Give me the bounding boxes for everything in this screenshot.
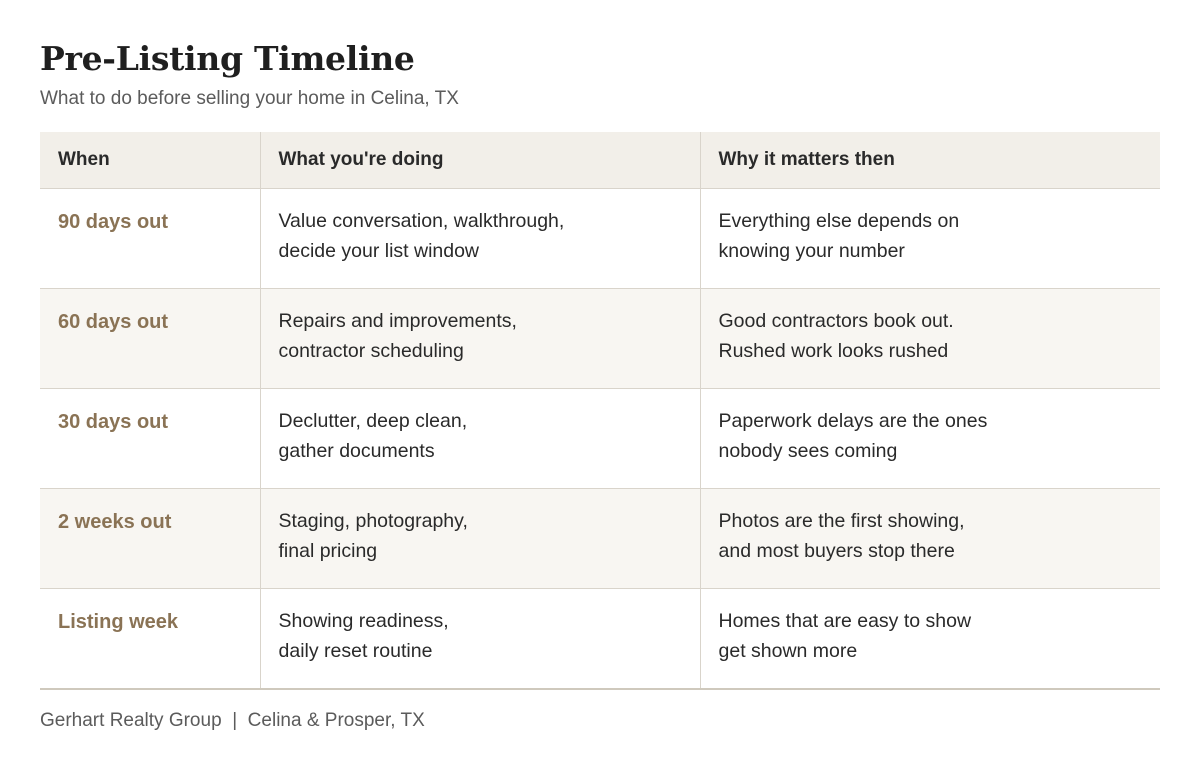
why-line: Everything else depends on xyxy=(718,210,960,232)
why-line: get shown more xyxy=(718,640,858,662)
column-header-why: Why it matters then xyxy=(700,132,1160,189)
why-cell xyxy=(700,589,1160,690)
why-cell xyxy=(700,189,1160,289)
table-row xyxy=(40,289,1160,389)
when-label: 60 days out xyxy=(58,311,169,333)
why-cell xyxy=(700,489,1160,589)
when-label: Listing week xyxy=(58,611,179,633)
doing-line: Showing readiness, xyxy=(278,610,449,632)
why-cell xyxy=(700,389,1160,489)
when-label: 30 days out xyxy=(58,411,169,433)
why-line: nobody sees coming xyxy=(718,440,898,462)
doing-cell xyxy=(260,389,700,489)
footer-credit: Gerhart Realty Group | Celina & Prosper, TX xyxy=(40,710,425,731)
doing-line: Repairs and improvements, xyxy=(278,310,517,332)
doing-line: decide your list window xyxy=(278,240,480,262)
table-row xyxy=(40,589,1160,690)
table-row xyxy=(40,489,1160,589)
doing-line: gather documents xyxy=(278,440,435,462)
why-line: Photos are the first showing, xyxy=(718,510,965,532)
column-header-doing: What you're doing xyxy=(260,132,700,189)
doing-line: Declutter, deep clean, xyxy=(278,410,468,432)
doing-cell xyxy=(260,589,700,690)
doing-cell xyxy=(260,289,700,389)
when-cell xyxy=(40,189,260,289)
doing-line: final pricing xyxy=(278,540,378,562)
why-line: Homes that are easy to show xyxy=(718,610,972,632)
column-header-when: When xyxy=(40,132,260,189)
doing-line: contractor scheduling xyxy=(278,340,464,362)
why-line: knowing your number xyxy=(718,240,905,262)
when-cell xyxy=(40,289,260,389)
when-cell xyxy=(40,589,260,690)
when-label: 2 weeks out xyxy=(58,511,172,533)
page-title: Pre-Listing Timeline xyxy=(40,39,415,78)
doing-line: daily reset routine xyxy=(278,640,433,662)
doing-cell xyxy=(260,189,700,289)
why-cell xyxy=(700,289,1160,389)
when-cell xyxy=(40,389,260,489)
when-label: 90 days out xyxy=(58,211,169,233)
doing-cell xyxy=(260,489,700,589)
why-line: Rushed work looks rushed xyxy=(718,340,949,362)
when-cell xyxy=(40,489,260,589)
why-line: Good contractors book out. xyxy=(718,310,954,332)
table-row xyxy=(40,389,1160,489)
timeline-table xyxy=(40,132,1160,690)
why-line: and most buyers stop there xyxy=(718,540,955,562)
table-header-row xyxy=(40,132,1160,189)
table-row xyxy=(40,189,1160,289)
doing-line: Staging, photography, xyxy=(278,510,468,532)
doing-line: Value conversation, walkthrough, xyxy=(278,210,565,232)
page-subtitle: What to do before selling your home in Celina, TX xyxy=(40,88,459,109)
why-line: Paperwork delays are the ones xyxy=(718,410,988,432)
